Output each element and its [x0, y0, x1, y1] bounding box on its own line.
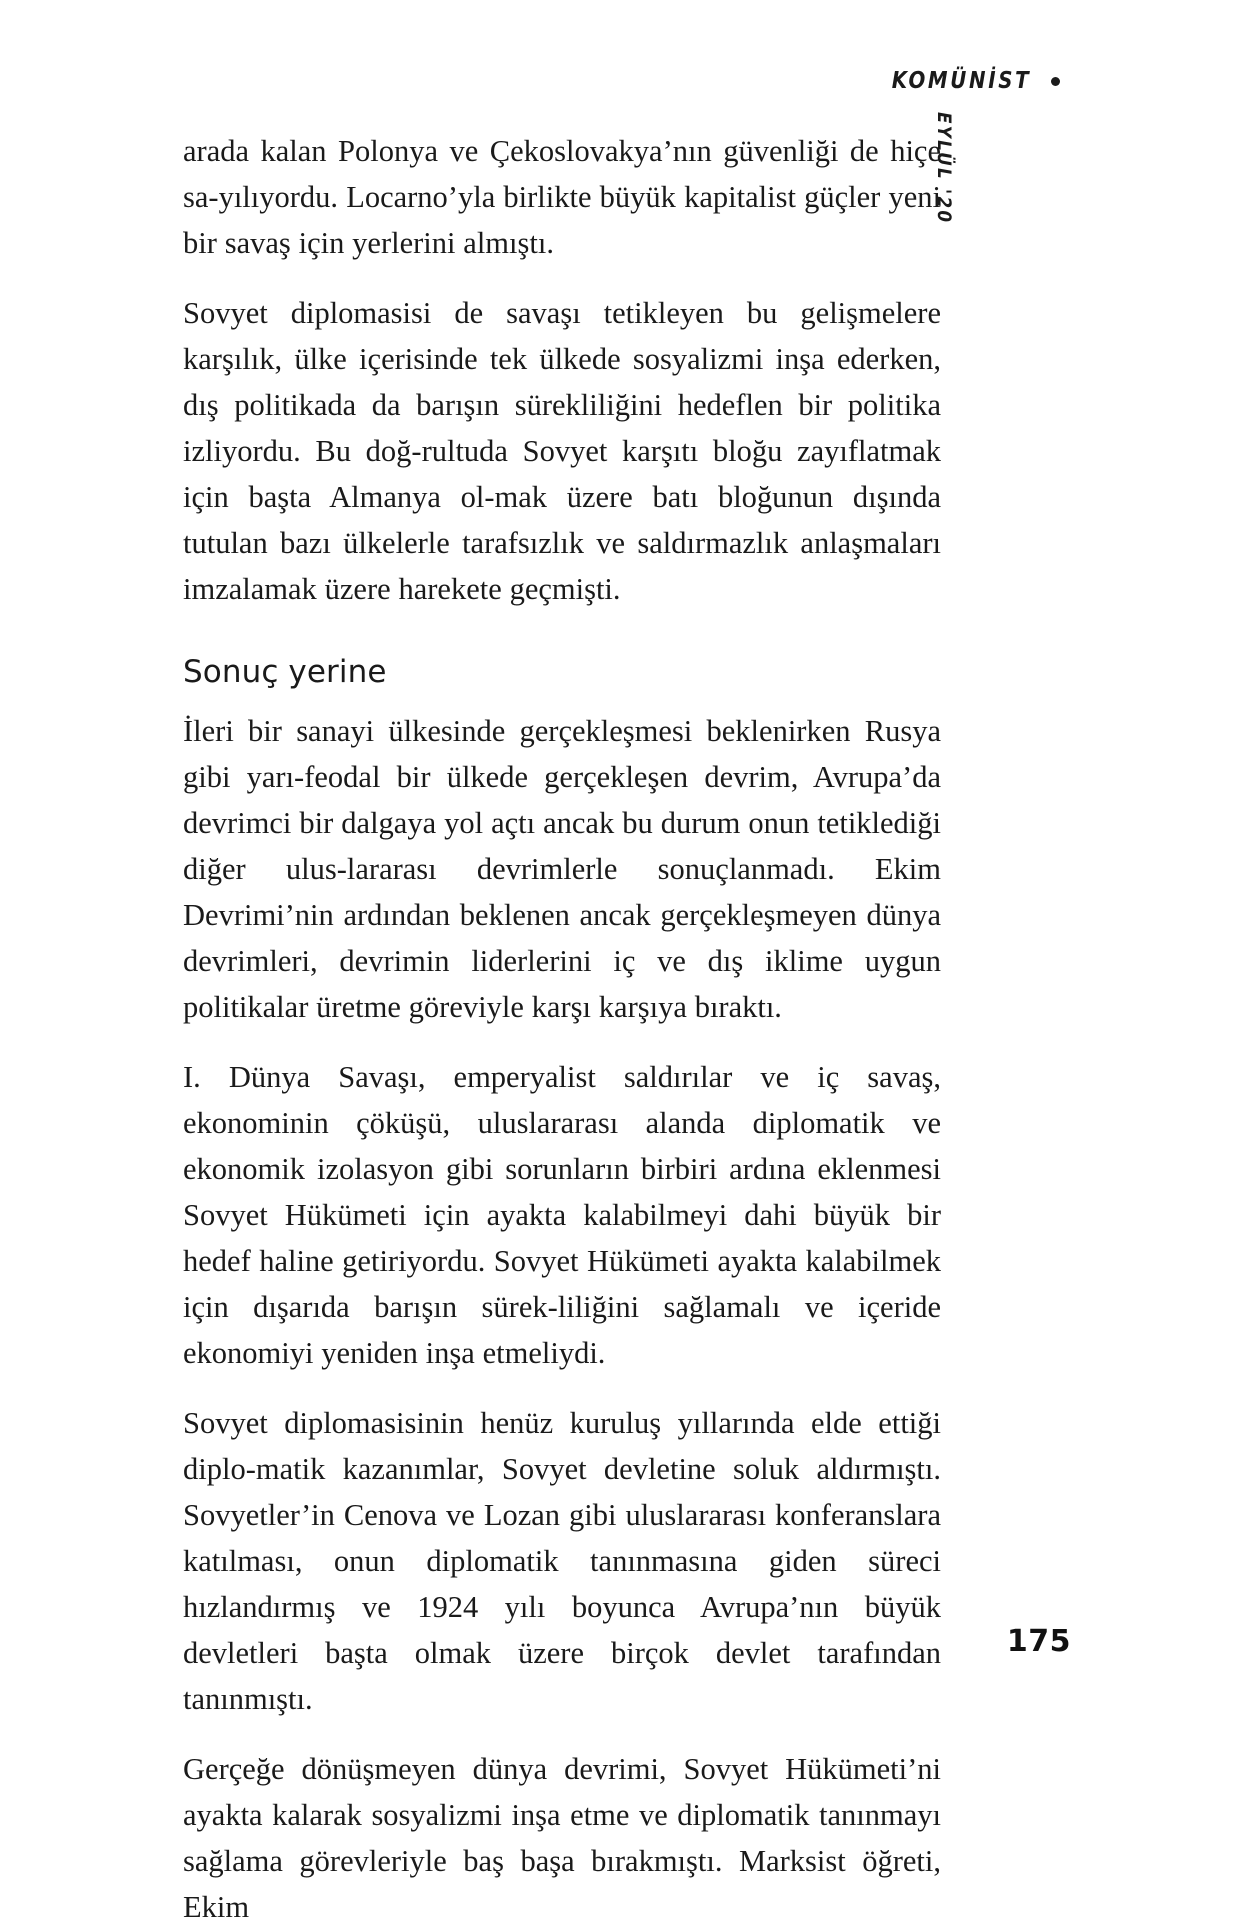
running-header [0, 68, 1060, 94]
issue-date-vertical: EYLÜL '20 [933, 112, 955, 225]
paragraph: arada kalan Polonya ve Çekoslovakya’nın güvenliği de hiçe sa-yılıyordu. Locarno’yla birlikte büyük kapitalist güçler yeni bir savaş için yerlerini almıştı. [183, 134, 941, 260]
page-number: 175 [1006, 1624, 1071, 1659]
paragraph: I. Dünya Savaşı, emperyalist saldırılar ve iç savaş, ekonominin çöküşü, uluslararası alanda diplomatik ve ekonomik izolasyon gibi sorunların birbiri ardına eklenmesi Sovyet Hükümeti için ayakta kalabilmeyi dahi büyük bir hedef haline getiriyordu. Sovyet Hükümeti ayakta kalabilmek için dışarıda barışın sürek-liliğini sağlamalı ve içeride ekonomiyi yeniden inşa etmeliydi. [183, 1060, 941, 1370]
publication-title: KOMÜNİST [891, 68, 1031, 94]
section-heading: Sonuç yerine [183, 654, 387, 690]
paragraph: Sovyet diplomasisi de savaşı tetikleyen bu gelişmelere karşılık, ülke içerisinde tek ülkede sosyalizmi inşa ederken, dış politikada da barışın sürekliliğini hedeflen bir politika izliyordu. Bu doğ-rultuda Sovyet karşıtı bloğu zayıflatmak için başta Almanya ol-mak üzere batı bloğunun dışında tutulan bazı ülkelerle tarafsızlık ve saldırmazlık anlaşmaları imzalamak üzere harekete geçmişti. [183, 296, 941, 606]
text-column [183, 128, 941, 1930]
paragraph: Sovyet diplomasisinin henüz kuruluş yıllarında elde ettiği diplo-matik kazanımlar, Sovyet devletine soluk aldırmıştı. Sovyetler’in Cenova ve Lozan gibi uluslararası konferanslara katılması, onun diplomatik tanınmasına giden süreci hızlandırmış ve 1924 yılı boyunca Avrupa’nın büyük devletleri başta olmak üzere birçok devlet tarafından tanınmıştı. [183, 1406, 941, 1716]
paragraph: İleri bir sanayi ülkesinde gerçekleşmesi beklenirken Rusya gibi yarı-feodal bir ülkede gerçekleşen devrim, Avrupa’da devrimci bir dalgaya yol açtı ancak bu durum onun tetiklediği diğer ulus-lararası devrimlerle sonuçlanmadı. Ekim Devrimi’nin ardından beklenen ancak gerçekleşmeyen dünya devrimleri, devrimin liderlerini iç ve dış iklime uygun politikalar üretme göreviyle karşı karşıya bıraktı. [183, 714, 941, 1024]
paragraph: Gerçeğe dönüşmeyen dünya devrimi, Sovyet Hükümeti’ni ayakta kalarak sosyalizmi inşa etme ve diplomatik tanınmayı sağlama görevleriyle baş başa bırakmıştı. Marksist öğreti, Ekim [183, 1752, 941, 1924]
bullet-separator-icon [1051, 77, 1060, 86]
